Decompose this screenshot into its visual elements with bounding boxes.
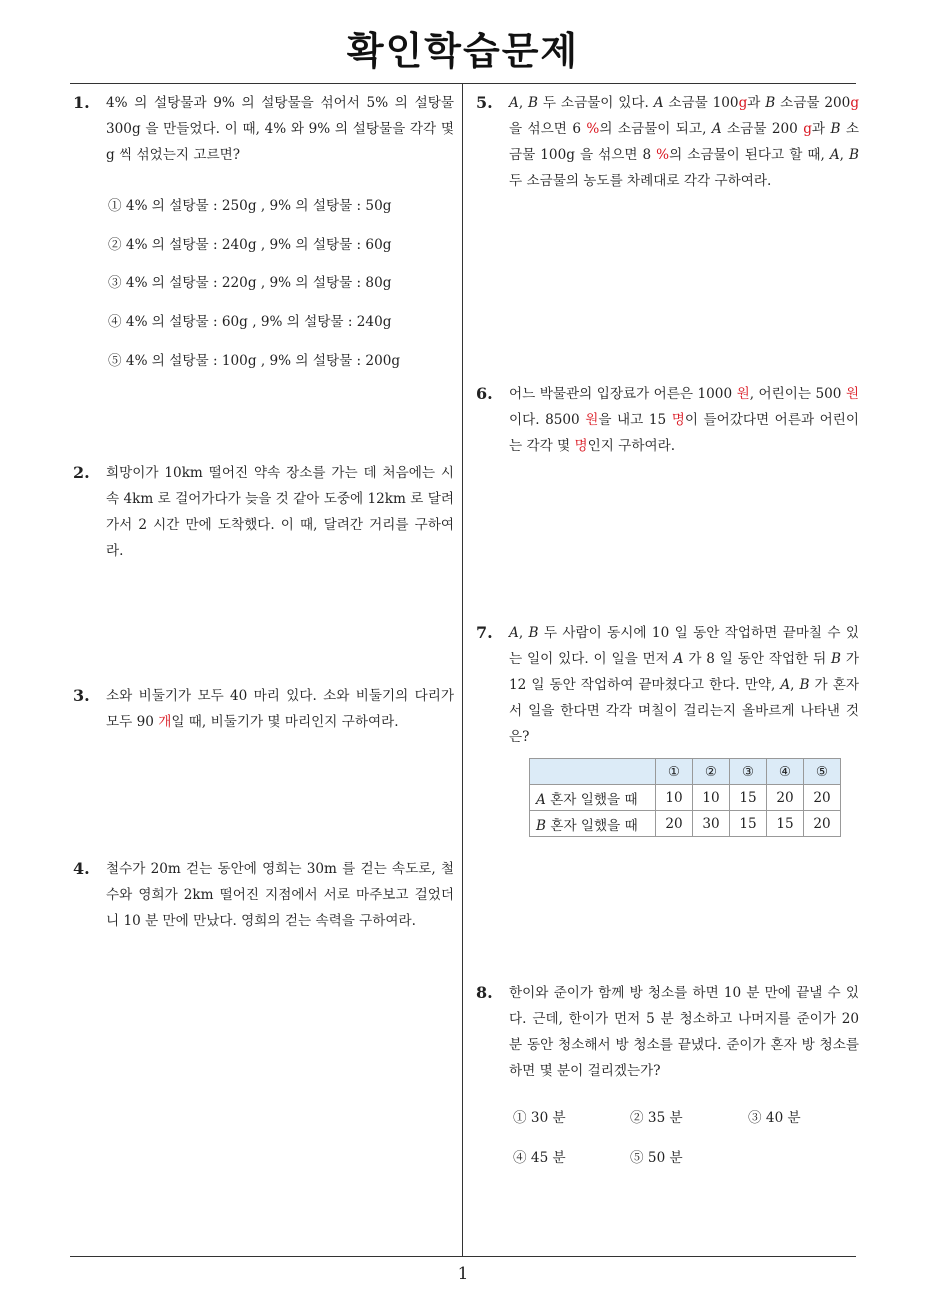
question-number: 4. <box>73 859 90 878</box>
question-number: 8. <box>476 983 493 1002</box>
table-corner-cell <box>530 759 656 785</box>
row-label: A 혼자 일했을 때 <box>530 785 656 811</box>
question-text: A, B 두 소금물이 있다. A 소금물 100g과 B 소금물 200g 을 섞으면 6 %의 소금물이 되고, A 소금물 200 g과 B 소금물 100g 을 섞으면 8 %의 소금물이 된다고 할 때, A, B 두 소금물의 농도를 차례대로 각각 구하여라. <box>509 95 860 189</box>
question-text: A, B 두 사람이 동시에 10 일 동안 작업하면 끝마칠 수 있는 일이 있다. 이 일을 먼저 A 가 8 일 동안 작업한 뒤 B 가 12 일 동안 작업하여 끝마쳤다고 한다. 만약, A, B 가 혼자서 일을 한다면 각각 며칠이 걸리는지 올바르게 나타낸 것은? <box>509 625 860 745</box>
table-cell: 10 <box>656 785 693 811</box>
question-number: 1. <box>73 93 90 112</box>
row-label: B 혼자 일했을 때 <box>530 811 656 837</box>
table-cell: 15 <box>767 811 804 837</box>
table-cell: 30 <box>693 811 730 837</box>
option-2[interactable]: ② 4% 의 설탕물 : 240g , 9% 의 설탕물 : 60g <box>108 237 392 253</box>
table-cell: 20 <box>767 785 804 811</box>
option-4[interactable]: ④ 4% 의 설탕물 : 60g , 9% 의 설탕물 : 240g <box>108 314 392 330</box>
table-header-cell[interactable]: ④ <box>767 759 804 785</box>
column-divider <box>462 83 463 1257</box>
question-text: 4% 의 설탕물과 9% 의 설탕물을 섞어서 5% 의 설탕물 300g 을 만들었다. 이 때, 4% 와 9% 의 설탕물을 각각 몇 g 씩 섞었는지 고르면? <box>106 95 454 163</box>
option-1[interactable]: ① 4% 의 설탕물 : 250g , 9% 의 설탕물 : 50g <box>108 198 392 214</box>
page-title: 확인학습문제 <box>346 29 580 73</box>
question-text: 희망이가 10km 떨어진 약속 장소를 가는 데 처음에는 시속 4km 로 걸어가다가 늦을 것 같아 도중에 12km 로 달려가서 2 시간 만에 도착했다. 이 때, 달려간 거리를 구하여라. <box>106 465 454 559</box>
option-3[interactable]: ③ 40 분 <box>748 1110 801 1126</box>
table-cell: 20 <box>804 811 841 837</box>
page-number: 1 <box>457 1264 469 1284</box>
table-row <box>530 811 841 837</box>
option-2[interactable]: ② 35 분 <box>630 1110 683 1126</box>
top-rule <box>70 83 856 84</box>
option-1[interactable]: ① 30 분 <box>513 1110 566 1126</box>
question-text: 철수가 20m 걷는 동안에 영희는 30m 를 걷는 속도로, 철수와 영희가 2km 떨어진 지점에서 서로 마주보고 걸었더니 10 분 만에 만났다. 영희의 걷는 속력을 구하여라. <box>106 861 454 929</box>
option-4[interactable]: ④ 45 분 <box>513 1150 566 1166</box>
question-number: 5. <box>476 93 493 112</box>
question-text: 어느 박물관의 입장료가 어른은 1000 원, 어린이는 500 원이다. 8500 원을 내고 15 명이 들어갔다면 어른과 어린이는 각각 몇 명인지 구하여라. <box>509 386 860 454</box>
table-cell: 10 <box>693 785 730 811</box>
table-header-cell[interactable]: ② <box>693 759 730 785</box>
table-cell: 20 <box>656 811 693 837</box>
table-header-row <box>530 759 841 785</box>
answer-table <box>529 758 841 837</box>
question-number: 3. <box>73 686 90 705</box>
bottom-rule <box>70 1256 856 1257</box>
table-cell: 20 <box>804 785 841 811</box>
question-text: 소와 비둘기가 모두 40 마리 있다. 소와 비둘기의 다리가 모두 90 개일 때, 비둘기가 몇 마리인지 구하여라. <box>106 688 454 730</box>
option-5[interactable]: ⑤ 50 분 <box>630 1150 683 1166</box>
question-number: 2. <box>73 463 90 482</box>
table-row <box>530 785 841 811</box>
table-cell: 15 <box>730 811 767 837</box>
question-number: 6. <box>476 384 493 403</box>
table-header-cell[interactable]: ⑤ <box>804 759 841 785</box>
table-header-cell[interactable]: ③ <box>730 759 767 785</box>
table-cell: 15 <box>730 785 767 811</box>
option-3[interactable]: ③ 4% 의 설탕물 : 220g , 9% 의 설탕물 : 80g <box>108 275 392 291</box>
option-5[interactable]: ⑤ 4% 의 설탕물 : 100g , 9% 의 설탕물 : 200g <box>108 353 401 369</box>
question-text: 한이와 준이가 함께 방 청소를 하면 10 분 만에 끝낼 수 있다. 근데, 한이가 먼저 5 분 청소하고 나머지를 준이가 20 분 동안 청소해서 방 청소를 끝냈다. 준이가 혼자 방 청소를 하면 몇 분이 걸리겠는가? <box>509 985 859 1079</box>
table-header-cell[interactable]: ① <box>656 759 693 785</box>
question-number: 7. <box>476 623 493 642</box>
